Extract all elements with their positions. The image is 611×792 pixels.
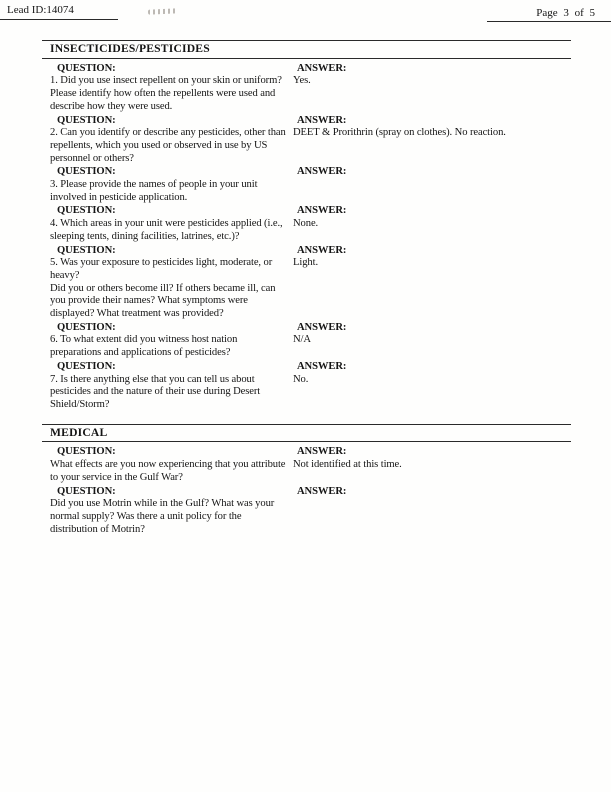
question-text: 1. Did you use insect repellent on your skin or uniform? Please identify how often the repellents were used and describe how they were used.: [50, 75, 282, 112]
qa-item-4: [50, 205, 571, 243]
document-content: [42, 40, 571, 541]
qa-item-5: [50, 245, 571, 321]
answer-column: [293, 486, 571, 537]
answer-text: Not identified at this time.: [293, 459, 402, 471]
header-rule-right: [487, 21, 611, 22]
question-column: [50, 205, 293, 243]
qa-list: [42, 59, 571, 417]
question-label: QUESTION:: [57, 485, 116, 497]
section-medical: [42, 424, 571, 542]
question-text: 6. To what extent did you witness host nation preparations and applications of pesticides?: [50, 334, 238, 359]
qa-item-6: [50, 322, 571, 360]
answer-text: DEET & Prorithrin (spray on clothes). No reaction.: [293, 127, 506, 139]
answer-column: [293, 361, 571, 412]
qa-item-medical-1: [50, 446, 571, 484]
lead-id: Lead ID:14074: [7, 4, 74, 16]
section-insecticides-pesticides: [42, 40, 571, 417]
question-label: QUESTION:: [57, 62, 116, 74]
qa-item-7: [50, 361, 571, 412]
question-text: 5. Was your exposure to pesticides light, moderate, or heavy?: [50, 257, 273, 281]
answer-label: ANSWER:: [297, 62, 347, 74]
answer-label: ANSWER:: [297, 485, 347, 497]
question-label: QUESTION:: [57, 114, 116, 126]
answer-column: [293, 63, 571, 114]
answer-text: Light.: [293, 257, 318, 269]
answer-column: [293, 322, 571, 360]
question-text: Did you use Motrin while in the Gulf? What was your normal supply? Was there a unit policy for the distribution of Motrin?: [50, 498, 275, 535]
answer-label: ANSWER:: [297, 114, 347, 126]
qa-item-medical-2: [50, 486, 571, 537]
page-number: Page 3 of 5: [536, 7, 595, 19]
question-label: QUESTION:: [57, 321, 116, 333]
question-column: [50, 361, 293, 412]
question-label: QUESTION:: [57, 166, 116, 178]
qa-item-3: [50, 166, 571, 204]
question-text: What effects are you now experiencing that you attribute to your service in the Gulf War?: [50, 459, 286, 483]
qa-list: [42, 442, 571, 541]
answer-label: ANSWER:: [297, 360, 347, 372]
question-followup-text: Did you or others become ill? If others became ill, can you provide their names? What symptoms were displayed? What treatment was provided?: [50, 282, 276, 320]
answer-label: ANSWER:: [297, 205, 347, 217]
answer-column: [293, 166, 571, 204]
answer-column: [293, 205, 571, 243]
question-column: [50, 322, 293, 360]
question-column: [50, 245, 293, 321]
answer-text: N/A: [293, 334, 311, 346]
question-text: 4. Which areas in your unit were pesticides applied (i.e., sleeping tents, dining facilities, latrines, etc.)?: [50, 218, 283, 242]
answer-text: No.: [293, 373, 309, 385]
question-column: [50, 63, 293, 114]
question-text: 3. Please provide the names of people in your unit involved in pesticide application.: [50, 179, 258, 203]
answer-label: ANSWER:: [297, 321, 347, 333]
question-column: [50, 486, 293, 537]
section-title: MEDICAL: [42, 424, 571, 443]
question-label: QUESTION:: [57, 446, 116, 458]
scan-artifact-smudge: [148, 8, 178, 15]
section-title: INSECTICIDES/PESTICIDES: [42, 40, 571, 59]
answer-column: [293, 446, 571, 484]
question-text: 7. Is there anything else that you can tell us about pesticides and the nature of their use during Desert Shield/Storm?: [50, 373, 261, 410]
question-column: [50, 446, 293, 484]
question-column: [50, 115, 293, 166]
answer-text: Yes.: [293, 75, 311, 87]
question-text: 2. Can you identify or describe any pesticides, other than repellents, which you used or observed in use by US personnel or others?: [50, 127, 286, 164]
question-label: QUESTION:: [57, 360, 116, 372]
question-column: [50, 166, 293, 204]
answer-text: None.: [293, 218, 319, 230]
answer-column: [293, 115, 571, 166]
answer-label: ANSWER:: [297, 446, 347, 458]
qa-item-1: [50, 63, 571, 114]
question-label: QUESTION:: [57, 205, 116, 217]
answer-label: ANSWER:: [297, 244, 347, 256]
qa-item-2: [50, 115, 571, 166]
answer-column: [293, 245, 571, 321]
answer-label: ANSWER:: [297, 166, 347, 178]
question-label: QUESTION:: [57, 244, 116, 256]
header-rule-left: [0, 19, 118, 20]
